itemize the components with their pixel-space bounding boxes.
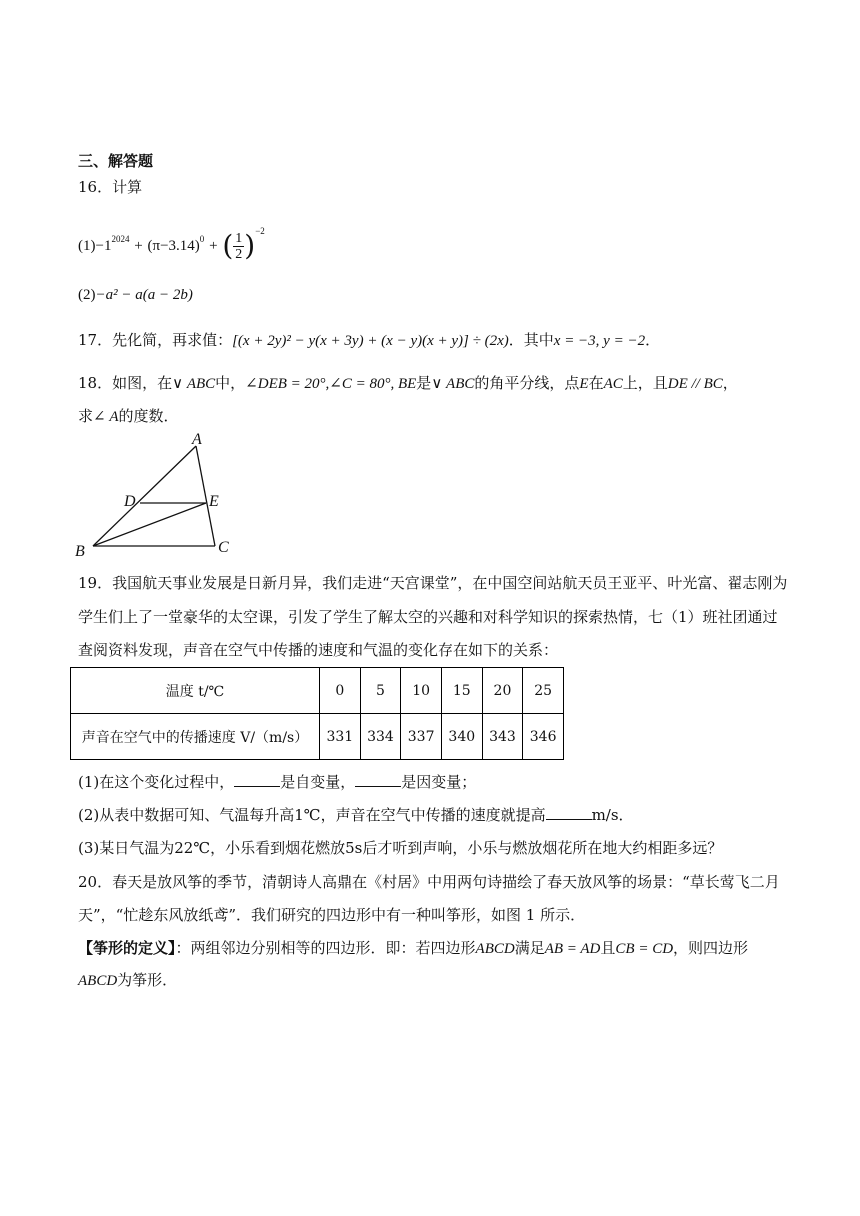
q20-definition-line1 [78, 937, 748, 960]
q20-definition-title: 【筝形的定义】 [78, 939, 176, 957]
q17-expression: [(x + 2y)² − y(x + 3y) + (x − y)(x + y)] ÷ (2x) [232, 333, 509, 349]
q16-part1-plus1: + [134, 238, 143, 254]
label-c: C [218, 539, 229, 556]
q19-sub1-text-c: 是因变量； [401, 773, 477, 791]
q17-end: ． [645, 331, 661, 349]
table-row [71, 668, 564, 714]
q18-ask-end: 的度数． [118, 407, 179, 425]
q19-sub3: (3)某日气温为22℃，小乐看到烟花燃放5s后才听到声响，小乐与燃放烟花所在地大约相距多远？ [78, 839, 723, 857]
q17-where: ．其中 [508, 331, 554, 349]
q16-part1-label: (1) [78, 238, 96, 254]
side-ab [93, 446, 196, 546]
q18-text-c: 是 [416, 374, 432, 392]
q18-line2 [78, 405, 179, 428]
fraction-denominator: 2 [235, 246, 243, 262]
table-row [71, 714, 564, 760]
q16-part1-exp3: −2 [255, 226, 265, 236]
label-a: A [192, 432, 202, 448]
table-cell: 337 [401, 714, 442, 760]
segment-be [93, 503, 206, 546]
q19-sub1-text-b: 是自变量， [280, 773, 356, 791]
q18-angle-a: ∠ A [93, 409, 119, 425]
q16-title: 16．计算 [78, 178, 143, 196]
q18-text-e: 在 [588, 374, 604, 392]
q20-def-text-c: 且 [600, 939, 616, 957]
q17-line [78, 329, 660, 352]
table-cell: 0 [320, 668, 361, 714]
q18-text-g: ， [722, 374, 738, 392]
fraction-numerator: 1 [235, 230, 243, 246]
table-header-temperature: 温度 t/℃ [71, 668, 320, 714]
q16-part2 [78, 283, 193, 306]
q20-cond-1: AB = AD [544, 941, 601, 957]
table-cell: 334 [360, 714, 401, 760]
label-e: E [209, 493, 219, 510]
q18-text-a: 18．如图，在 [78, 374, 173, 392]
q16-part1-exp2: 0 [199, 234, 205, 244]
q19-line2: 学生们上了一堂豪华的太空课，引发了学生了解太空的兴趣和对科学知识的探索热情，七（1）班社团通过 [78, 608, 778, 626]
q18-point-e: E [579, 376, 589, 392]
q18-parallel: DE // BC [667, 376, 723, 392]
table-cell: 343 [482, 714, 523, 760]
q18-ask: 求 [78, 407, 94, 425]
q20-cond-2: CB = CD [615, 941, 674, 957]
table-cell: 10 [401, 668, 442, 714]
q18-text-d: 的角平分线，点 [474, 374, 580, 392]
q19-line1: 19．我国航天事业发展是日新月异，我们走进“天宫课堂”，在中国空间站航天员王亚平、叶光富、翟志刚为 [78, 574, 788, 592]
answer-blank [546, 805, 592, 820]
answer-blank [355, 772, 401, 787]
section-heading: 三、解答题 [78, 152, 154, 170]
q20-def-text-d: ，则四边形 [673, 939, 749, 957]
q16-part1-plus2: + [209, 238, 218, 254]
q18-triangle-figure [70, 432, 250, 562]
q19-table [70, 667, 564, 760]
q16-part1-term2: (π−3.14) [147, 238, 200, 254]
q19-sub2-unit: m/s． [591, 806, 634, 824]
q16-part1 [78, 220, 265, 262]
q17-values: x = −3, y = −2 [553, 333, 646, 349]
q18-line1 [78, 372, 738, 395]
q20-quad-1: ABCD [475, 941, 515, 957]
q17-prompt: 17．先化简，再求值： [78, 331, 233, 349]
q19-sub2 [78, 804, 634, 826]
q16-part2-expression: −a² − a(a − 2b) [95, 287, 193, 303]
table-cell: 5 [360, 668, 401, 714]
table-cell: 25 [523, 668, 564, 714]
q18-text-f: 上，且 [622, 374, 668, 392]
q20-definition-line2 [78, 969, 177, 992]
q19-sub1 [78, 771, 476, 793]
q16-part1-fraction [233, 231, 244, 262]
q19-line3: 查阅资料发现，声音在空气中传播的速度和气温的变化存在如下的关系： [78, 641, 559, 659]
q16-part1-rparen: ) [244, 229, 256, 262]
q16-part2-label: (2) [78, 287, 96, 303]
table-cell: 20 [482, 668, 523, 714]
table-cell: 346 [523, 714, 564, 760]
q16-part1-term1: −1 [95, 238, 112, 254]
table-cell: 15 [441, 668, 482, 714]
q18-triangle-1: ∨ ABC [172, 376, 216, 392]
q20-def-text-a: ：两组邻边分别相等的四边形．即：若四边形 [175, 939, 476, 957]
q16-part1-exp1: 2024 [111, 234, 130, 244]
q20-def-text-b: 满足 [514, 939, 545, 957]
q16-part1-lparen: ( [222, 229, 234, 262]
table-cell: 331 [320, 714, 361, 760]
label-d: D [124, 493, 136, 510]
q20-line2: 天”，“忙趁东风放纸鸢”．我们研究的四边形中有一种叫筝形，如图 1 所示． [78, 906, 586, 924]
q20-quad-2: ABCD [78, 973, 118, 989]
table-header-speed: 声音在空气中的传播速度 V/（m/s） [71, 714, 320, 760]
q18-text-b: 中， [215, 374, 246, 392]
q20-def-text-e: 为筝形． [117, 971, 178, 989]
answer-blank [234, 772, 280, 787]
label-b: B [75, 543, 85, 560]
table-cell: 340 [441, 714, 482, 760]
q20-line1: 20．春天是放风筝的季节，清朝诗人高鼎在《村居》中用两句诗描绘了春天放风筝的场景：“草长莺飞二月 [78, 873, 780, 891]
q18-triangle-2: ∨ ABC [431, 376, 475, 392]
q18-conditions: ∠DEB = 20°,∠C = 80°, BE [245, 376, 417, 392]
q19-sub2-text-a: (2)从表中数据可知、气温每升高1℃，声音在空气中传播的速度就提高 [78, 806, 546, 824]
q19-sub1-text-a: (1)在这个变化过程中， [78, 773, 235, 791]
q18-segment-ac: AC [603, 376, 623, 392]
